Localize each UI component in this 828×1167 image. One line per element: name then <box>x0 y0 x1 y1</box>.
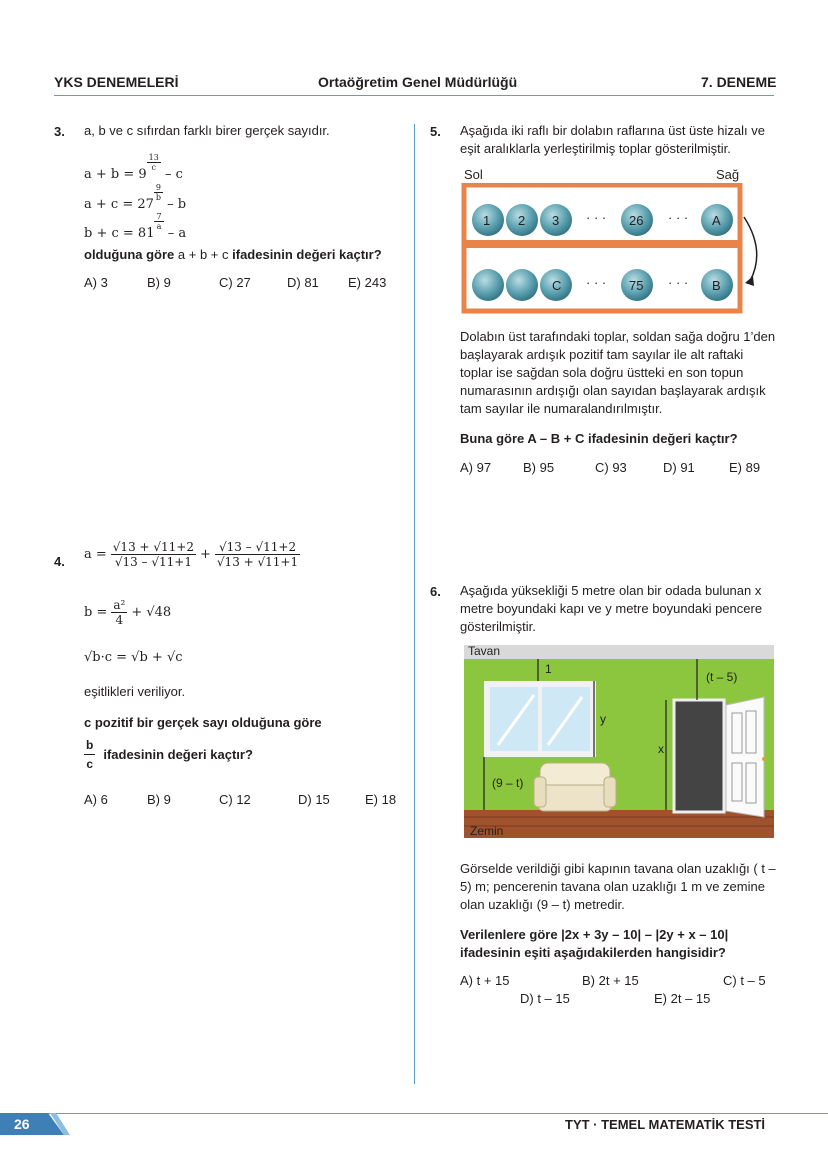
q5-dots-2: · · · <box>668 210 689 225</box>
q6-t5-label: (t – 5) <box>706 670 738 684</box>
q5-intro: Aşağıda iki raflı bir dolabın raflarına üst üste hizalı ve eşit aralıklarla yerleştirilmiş toplar gösterilmiştir. <box>460 123 765 156</box>
q5-right-label: Sağ <box>716 167 740 182</box>
q5-dots-4: · · · <box>668 275 689 290</box>
footer-divider <box>0 1113 828 1114</box>
q4-option-b[interactable]: B) 9 <box>147 792 171 807</box>
q4-f1-num: √13 + √11+2 <box>112 540 194 554</box>
q4-b-tail: + √48 <box>131 605 172 620</box>
q3-option-b[interactable]: B) 9 <box>147 275 171 290</box>
q6-floor-label: Zemin <box>470 824 504 838</box>
q6-option-d[interactable]: D) t – 15 <box>520 991 570 1006</box>
q6-x-label: x <box>658 742 664 756</box>
q5-shelf <box>466 240 738 248</box>
q3-option-c[interactable]: C) 27 <box>219 275 251 290</box>
q5-question: Buna göre A – B + C ifadesinin değeri kaçtır? <box>460 431 738 446</box>
q4-eq3: √b·c = √b + √c <box>84 650 183 665</box>
q4-ratio-den: c <box>86 757 94 771</box>
q5-ball-label-3: 3 <box>552 213 560 228</box>
q5-paragraph: Dolabın üst tarafındaki toplar, soldan sağa doğru 1’den başlayarak ardışık pozitif tam sayılar ile alt raftaki toplar ise sağdan sola doğru üstteki en son topun numarasının ardışığı olan sayıdan başlayarak ardışık tam sayılar ile numaralandırılmıştır. <box>460 329 776 416</box>
q3-eq3-left: b + c = 81 <box>84 226 155 241</box>
q3-eq1-left: a + b = 9 <box>84 167 147 182</box>
q3-question-pre: olduğuna göre <box>84 247 175 262</box>
q5-ball-label-c: C <box>552 278 562 293</box>
q3-eq3 <box>84 212 186 241</box>
q6-ceiling-label: Tavan <box>468 644 501 658</box>
q5-shelf-figure <box>460 183 770 315</box>
q4-f2-den: √13 + √11+1 <box>216 555 299 569</box>
q4-ratio-text: ifadesinin değeri kaçtır? <box>103 746 253 762</box>
q5-option-c[interactable]: C) 93 <box>595 460 627 475</box>
q4-a-equation <box>84 540 300 569</box>
q5-ball-bottom-1 <box>472 269 504 301</box>
column-divider <box>414 124 415 1084</box>
q5-ball-label-b: B <box>712 278 721 293</box>
footer-title: TYT · TEMEL MATEMATİK TESTİ <box>565 1117 766 1132</box>
q5-arrow-head <box>745 276 754 286</box>
page-number: 26 <box>14 1116 30 1132</box>
header-left: YKS DENEMELERİ <box>54 74 179 90</box>
q5-number: 5. <box>430 124 441 139</box>
q5-ball-label-a: A <box>712 213 721 228</box>
q6-option-c[interactable]: C) t – 5 <box>723 973 766 988</box>
q4-b-equation <box>84 598 171 627</box>
q3-question-expr: a + b + c <box>177 247 229 262</box>
q4-question <box>84 736 253 773</box>
q4-a-label: a = <box>84 547 107 562</box>
q5-left-label: Sol <box>464 167 483 182</box>
q5-ball-bottom-2 <box>506 269 538 301</box>
q4-option-c[interactable]: C) 12 <box>219 792 251 807</box>
q3-eq1-tail: – c <box>160 167 183 182</box>
q4-option-e[interactable]: E) 18 <box>365 792 397 807</box>
q3-option-e[interactable]: E) 243 <box>348 275 387 290</box>
q5-ball-label-1: 1 <box>483 213 491 228</box>
q6-number: 6. <box>430 584 441 599</box>
q6-intro: Aşağıda yüksekliği 5 metre olan bir odada bulunan x metre boyundaki kapı ve y metre boyundaki pencere gösterilmiştir. <box>460 583 763 634</box>
q4-plus: + <box>200 547 211 562</box>
q6-y-label: y <box>600 712 606 726</box>
q3-eq2-tail: – b <box>163 197 187 212</box>
q3-option-a[interactable]: A) 3 <box>84 275 108 290</box>
q3-eq1 <box>84 153 183 182</box>
q5-option-a[interactable]: A) 97 <box>460 460 492 475</box>
q4-option-a[interactable]: A) 6 <box>84 792 108 807</box>
q5-ball-label-2: 2 <box>518 213 526 228</box>
q6-option-e[interactable]: E) 2t – 15 <box>654 991 711 1006</box>
header-center: Ortaöğretim Genel Müdürlüğü <box>318 74 518 90</box>
q6-ceiling <box>464 645 774 659</box>
q4-f1-den: √13 – √11+1 <box>114 555 192 569</box>
q3-eq3-exp-num: 7 <box>156 212 162 221</box>
q3-eq2 <box>84 183 186 212</box>
q5-option-b[interactable]: B) 95 <box>523 460 555 475</box>
q3-eq1-exp-num: 13 <box>148 153 159 162</box>
q6-one-label: 1 <box>545 662 552 676</box>
q5-dots-1: · · · <box>586 210 607 225</box>
q3-eq2-exp-num: 9 <box>154 183 163 193</box>
q4-option-d[interactable]: D) 15 <box>298 792 330 807</box>
q4-number: 4. <box>54 554 65 569</box>
q4-b-label: b = <box>84 605 108 620</box>
q3-eq3-tail: – a <box>163 226 187 241</box>
header-right: 7. DENEME <box>701 74 777 90</box>
q5-arrow <box>744 217 757 281</box>
q4-given: eşitlikleri veriliyor. <box>84 684 186 699</box>
q3-intro: a, b ve c sıfırdan farklı birer gerçek sayıdır. <box>84 123 330 138</box>
q5-option-e[interactable]: E) 89 <box>729 460 761 475</box>
q6-door-opening <box>674 700 724 812</box>
q6-option-b[interactable]: B) 2t + 15 <box>582 973 639 988</box>
page-number-badge <box>0 1113 70 1135</box>
q3-eq2-left: a + c = 27 <box>84 197 154 212</box>
q5-ball-label-26: 26 <box>629 213 644 228</box>
q6-nt-label: (9 – t) <box>492 776 524 790</box>
q4-f2-num: √13 – √11+2 <box>215 540 300 555</box>
q4-ratio-num: b <box>84 736 95 755</box>
q4-condition: c pozitif bir gerçek sayı olduğuna göre <box>84 715 322 730</box>
q3-eq2-exp-den: b <box>155 193 162 202</box>
header-divider <box>54 95 774 96</box>
q5-ball-label-75: 75 <box>629 278 644 293</box>
q3-question <box>84 246 382 264</box>
q5-option-d[interactable]: D) 91 <box>663 460 695 475</box>
q6-question: Verilenlere göre |2x + 3y – 10| – |2y + x – 10| ifadesinin eşiti aşağıdakilerden hangisidir? <box>460 927 729 960</box>
q3-option-d[interactable]: D) 81 <box>287 275 319 290</box>
q3-eq1-exp-den: c <box>151 163 156 172</box>
q6-paragraph: Görselde verildiği gibi kapının tavana olan uzaklığı ( t – 5) m; pencerenin tavana olan uzaklığı 1 m ve zemine olan uzaklığı (9 – t) metredir. <box>460 861 776 912</box>
q3-question-post: ifadesinin değeri kaçtır? <box>232 247 382 262</box>
q3-eq3-exp-den: a <box>156 222 162 231</box>
q6-option-a[interactable]: A) t + 15 <box>460 973 510 988</box>
q4-b-den: 4 <box>115 613 124 627</box>
q6-floor <box>464 810 774 838</box>
q3-number: 3. <box>54 124 65 139</box>
q5-dots-3: · · · <box>586 275 607 290</box>
q4-b-num: a² <box>113 598 126 612</box>
